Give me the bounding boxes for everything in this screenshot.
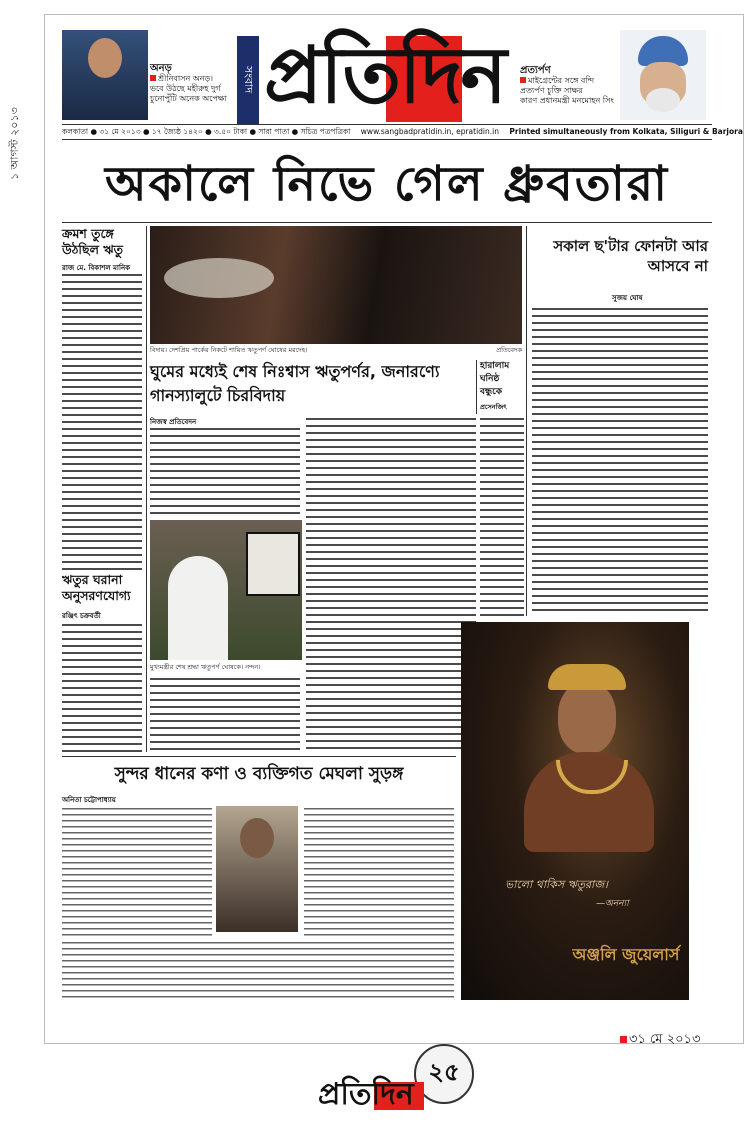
ad-sign: —অনন্যা — [596, 899, 629, 909]
right-top-divider — [526, 226, 527, 616]
main-story-text-c — [480, 416, 524, 616]
right-promo-text1: মাইগ্রেন্টের সঙ্গে বন্দি — [520, 76, 620, 86]
right-promo-text2: প্রত্যর্পণ চুক্তি সাক্ষর — [520, 86, 583, 95]
ad-crown — [548, 664, 626, 690]
main-headline: অকালে নিভে গেল ধ্রুবতারা — [104, 156, 670, 212]
left-promo-text3: চুনোপুঁটি অনেক অপেক্ষা — [150, 94, 227, 103]
left-col-byline: রাজ মে. বিকাশল মানিক — [62, 264, 131, 272]
right-top-title: সকাল ছ'টার ফোনটা আর আসবে না — [553, 237, 708, 275]
right-promo-title: প্রত্যর্পণ — [520, 65, 551, 76]
main-story-text-d — [150, 676, 300, 752]
main-story-text-b — [306, 416, 476, 752]
info-bar-url[interactable]: www.sangbadpratidin.in, epratidin.in — [360, 127, 499, 136]
main-photo-caption: বিদায়। দেশপ্রিয় পার্কের নিকটে শায়িত ঋতুপর্ণ ঘোষের মরদেহ। — [150, 346, 308, 354]
ad-tagline: ভালো থাকিস ঋতুরাজ। — [505, 878, 608, 891]
left-col-text2 — [62, 622, 142, 752]
main-story-side-title: হারালাম ঘনিষ্ঠ বন্ধুকে — [480, 361, 510, 397]
masthead-logo[interactable]: প্রতিদিন — [264, 31, 505, 121]
left-col-text — [62, 272, 142, 570]
tribute-photo-frame — [246, 532, 300, 596]
footer-date: ৩১ মে ২০১৩ — [620, 1030, 720, 1046]
right-promo-text — [520, 66, 620, 122]
bottom-story-title: সুন্দর ধানের কণা ও ব্যক্তিগত মেঘলা সুড়ঙ্গ — [114, 764, 404, 784]
main-story-dateline: নিজস্ব প্রতিবেদন — [150, 418, 197, 426]
left-col-byline2: রঞ্জিৎ চক্রবর্তী — [62, 612, 101, 620]
bottom-story-text-b — [304, 806, 454, 938]
left-promo-title: অনড় — [150, 63, 172, 74]
main-photo-flower — [164, 258, 274, 298]
main-photo-credit: প্রতিবেদক — [496, 346, 522, 354]
bottom-story-text-c — [62, 940, 454, 1000]
info-bar-left: কলকাতা ● ৩১ মে ২০১৩ ● ১৭ জ্যৈষ্ঠ ১৪২০ ● ৩.৫০ টাকা ● সারা পাতা ● সচিত্র পত্রপত্রিকা — [62, 127, 351, 136]
left-promo-text1: শ্রীনিবাসন অনড়। — [150, 74, 230, 84]
main-story-side-byline: প্রসেনজিৎ — [480, 403, 507, 411]
tribute-photo-caption: মুখ্যমন্ত্রীর শেষ শ্রদ্ধা ঋতুপর্ণ ঘোষকে। নন্দন। — [150, 663, 261, 671]
right-promo-beard — [646, 88, 680, 112]
left-promo-text2: ভবে উঠছে মহীরুহ দুর্গ — [150, 84, 221, 93]
main-story-title-divider — [476, 360, 477, 414]
bottom-story-photo-face — [240, 818, 274, 858]
footer-logo[interactable]: প্রতিদিন — [318, 1077, 414, 1112]
masthead-ribbon: সংবাদ — [237, 36, 259, 124]
main-story-text-a — [150, 426, 300, 516]
info-bar — [62, 124, 743, 140]
left-col-title2: ঋতুর ঘরানা অনুসরণযোগ্য — [62, 572, 131, 603]
left-promo-face — [88, 38, 122, 78]
bottom-story-text-a — [62, 806, 212, 938]
right-top-byline: সুজয় ঘোষ — [612, 294, 643, 302]
tribute-photo-figure — [168, 556, 228, 660]
anniversary-badge-number: ২৫ — [428, 1058, 460, 1086]
left-promo-text — [150, 64, 230, 120]
info-bar-printed: Printed simultaneously from Kolkata, Siliguri & Barjora — [509, 127, 743, 136]
bottom-story-rule — [62, 756, 456, 757]
right-top-text — [532, 306, 708, 614]
side-date: ১ আগস্ট ২০১৩ — [8, 107, 21, 180]
bottom-story-byline: অনিতা চট্টোপাধ্যায় — [62, 796, 116, 804]
right-promo-text3: কারণ প্রধানমন্ত্রী মনমোহন সিং — [520, 96, 614, 105]
left-col-divider — [146, 226, 147, 752]
main-story-title: ঘুমের মধ্যেই শেষ নিঃশ্বাস ঋতুপর্ণর, জনারণ্যে গানস্যালুটে চিরবিদায় — [150, 362, 440, 405]
headline-rule — [62, 222, 712, 223]
ad-brand: অঞ্জলি জুয়েলার্স — [572, 945, 680, 964]
left-col-title: ক্রমশ তুঙ্গে উঠছিল ঋতু — [62, 226, 123, 257]
ad-woman-face — [558, 682, 616, 754]
